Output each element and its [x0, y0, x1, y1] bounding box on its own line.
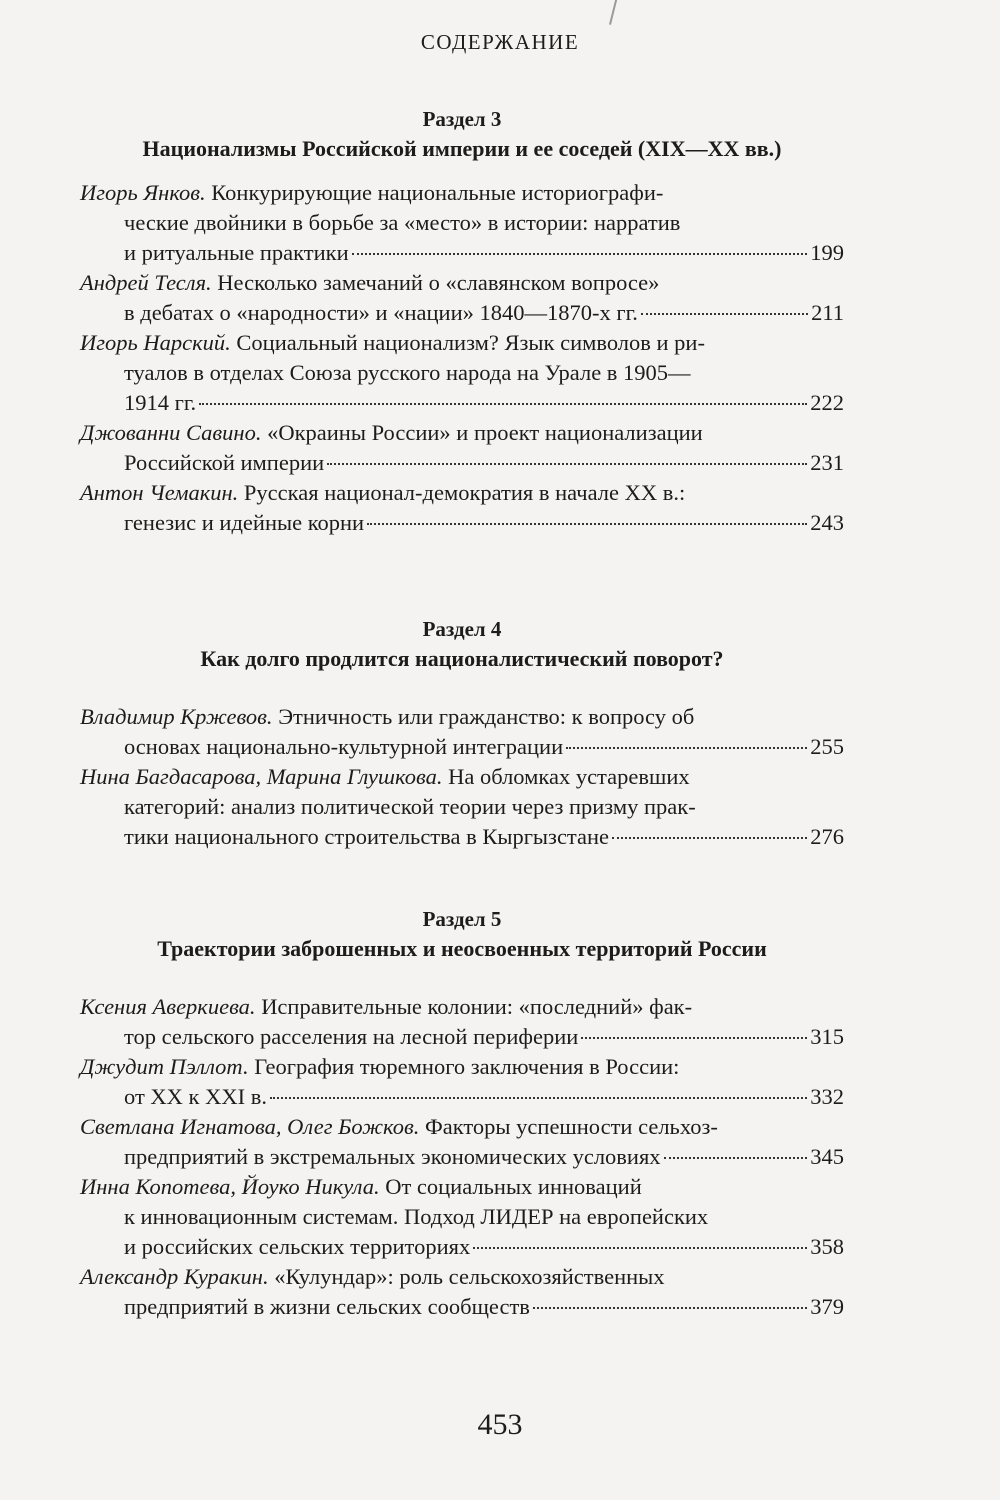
- pencil-mark: [609, 0, 625, 27]
- page-number: 255: [810, 734, 844, 759]
- page-number: 211: [811, 300, 844, 325]
- entry-title-line: Российской империи: [124, 450, 325, 475]
- dot-leader: [641, 313, 808, 315]
- entry-title-line: и ритуальные практики: [124, 240, 349, 265]
- entry-title-line: в дебатах о «народности» и «нации» 1840—1870-х гг.: [124, 300, 638, 325]
- toc-entry: [80, 418, 844, 478]
- page-number: 315: [810, 1024, 844, 1049]
- entry-title-line: предприятий в экстремальных экономических условиях: [124, 1144, 661, 1169]
- entry-last-line: [80, 388, 844, 418]
- entry-author: Нина Багдасарова, Марина Глушкова.: [80, 764, 443, 789]
- dot-leader: [612, 837, 807, 839]
- toc-entry: [80, 1262, 844, 1322]
- entry-first-line: [80, 478, 844, 508]
- entry-author: Александр Куракин.: [80, 1264, 269, 1289]
- dot-leader: [473, 1247, 807, 1249]
- section-title: Как долго продлится националистический поворот?: [200, 646, 724, 671]
- dot-leader: [367, 523, 807, 525]
- entry-author: Андрей Тесля.: [80, 270, 212, 295]
- entry-title-line: Русская национал-демократия в начале XX в.:: [243, 480, 686, 505]
- page-number: 199: [810, 240, 844, 265]
- entry-title-line: «Окраины России» и проект национализации: [267, 420, 703, 445]
- entry-title-line: от XX к XXI в.: [124, 1084, 267, 1109]
- page-number: 379: [810, 1294, 844, 1319]
- entry-title-line: Исправительные колонии: «последний» фак-: [261, 994, 693, 1019]
- page-number: 231: [810, 450, 844, 475]
- page-folio: 453: [477, 1408, 523, 1441]
- toc-entry: [80, 992, 844, 1052]
- section-number: Раздел 3: [422, 107, 502, 131]
- entry-author: Ксения Аверкиева.: [80, 994, 256, 1019]
- entry-author: Владимир Кржевов.: [80, 704, 273, 729]
- entry-author: Игорь Янков.: [80, 180, 206, 205]
- entry-last-line: [80, 732, 844, 762]
- entry-title-line: География тюремного заключения в России:: [254, 1054, 680, 1079]
- entry-last-line: [80, 1022, 844, 1052]
- entry-first-line: [80, 1172, 844, 1202]
- section-number: Раздел 5: [422, 907, 502, 931]
- entry-title-line: тики национального строительства в Кыргызстане: [124, 824, 610, 849]
- section-3: [80, 104, 844, 538]
- section-title: Национализмы Российской империи и ее соседей (XIX—XX вв.): [142, 136, 782, 161]
- toc-entry: [80, 702, 844, 762]
- entry-last-line: [80, 822, 844, 852]
- entry-title-line: На обломках устаревших: [448, 764, 690, 789]
- entry-first-line: [80, 1262, 844, 1292]
- toc-entry: [80, 1112, 844, 1172]
- entry-title-line: ческие двойники в борьбе за «место» в истории: нарратив: [124, 210, 681, 235]
- toc-entry: [80, 328, 844, 418]
- running-head: СОДЕРЖАНИЕ: [420, 30, 580, 54]
- dot-leader: [199, 403, 807, 405]
- toc-entry: [80, 1172, 844, 1262]
- entry-title-line: Конкурирующие национальные историографи-: [211, 180, 664, 205]
- entry-last-line: [80, 1082, 844, 1112]
- dot-leader: [566, 747, 807, 749]
- entry-first-line: [80, 328, 844, 358]
- page-number: 222: [810, 390, 844, 415]
- entry-first-line: [80, 702, 844, 732]
- entry-title-line: Факторы успешности сельхоз-: [424, 1114, 718, 1139]
- entry-title-line: предприятий в жизни сельских сообществ: [124, 1294, 530, 1319]
- entry-title-line: Несколько замечаний о «славянском вопросе»: [217, 270, 660, 295]
- toc-entry: [80, 762, 844, 852]
- entry-title-line: Этничность или гражданство: к вопросу об: [278, 704, 695, 729]
- section-5: [80, 904, 844, 1322]
- dot-leader: [270, 1097, 807, 1099]
- dot-leader: [581, 1037, 807, 1039]
- entry-author: Джудит Пэллот.: [80, 1054, 249, 1079]
- entry-last-line: [80, 448, 844, 478]
- entry-title-line: туалов в отделах Союза русского народа на Урале в 1905—: [124, 360, 691, 385]
- entry-first-line: [80, 268, 844, 298]
- entry-title-line: тор сельского расселения на лесной периферии: [124, 1024, 579, 1049]
- dot-leader: [664, 1157, 808, 1159]
- entry-title-line: Социальный национализм? Язык символов и ри-: [236, 330, 705, 355]
- toc-entry: [80, 478, 844, 538]
- entry-title-line: От социальных инноваций: [385, 1174, 642, 1199]
- entry-author: Антон Чемакин.: [80, 480, 239, 505]
- entry-first-line: [80, 992, 844, 1022]
- entry-last-line: [80, 508, 844, 538]
- entry-author: Джованни Савино.: [80, 420, 262, 445]
- toc-entry: [80, 1052, 844, 1112]
- entry-first-line: [80, 418, 844, 448]
- dot-leader: [352, 253, 808, 255]
- entry-last-line: [80, 298, 844, 328]
- page-number: 345: [810, 1144, 844, 1169]
- entry-first-line: [80, 178, 844, 208]
- entry-author: Светлана Игнатова, Олег Божков.: [80, 1114, 420, 1139]
- page-number: 358: [810, 1234, 844, 1259]
- entry-title-line: 1914 гг.: [124, 390, 197, 415]
- page-number: 276: [810, 824, 844, 849]
- section-title: Траектории заброшенных и неосвоенных территорий России: [157, 936, 767, 961]
- toc-entry: [80, 178, 844, 268]
- entry-title-line: основах национально-культурной интеграции: [124, 734, 564, 759]
- section-4: [80, 614, 844, 852]
- section-number: Раздел 4: [422, 617, 502, 641]
- toc-entry: [80, 268, 844, 328]
- entry-title-line: и российских сельских территориях: [124, 1234, 471, 1259]
- entry-title-line: генезис и идейные корни: [124, 510, 365, 535]
- entry-first-line: [80, 1052, 844, 1082]
- page-number: 332: [810, 1084, 844, 1109]
- entry-title-line: категорий: анализ политической теории через призму прак-: [124, 794, 696, 819]
- entry-last-line: [80, 1232, 844, 1262]
- page-number: 243: [810, 510, 844, 535]
- entry-last-line: [80, 1292, 844, 1322]
- entry-author: Игорь Нарский.: [80, 330, 231, 355]
- dot-leader: [327, 463, 807, 465]
- entry-first-line: [80, 1112, 844, 1142]
- entry-last-line: [80, 1142, 844, 1172]
- entry-first-line: [80, 762, 844, 792]
- entry-title-line: «Кулундар»: роль сельскохозяйственных: [274, 1264, 665, 1289]
- entry-last-line: [80, 238, 844, 268]
- entry-author: Инна Копотева, Йоуко Никула.: [80, 1174, 380, 1199]
- dot-leader: [533, 1307, 807, 1309]
- entry-title-line: к инновационным системам. Подход ЛИДЕР на европейских: [124, 1204, 709, 1229]
